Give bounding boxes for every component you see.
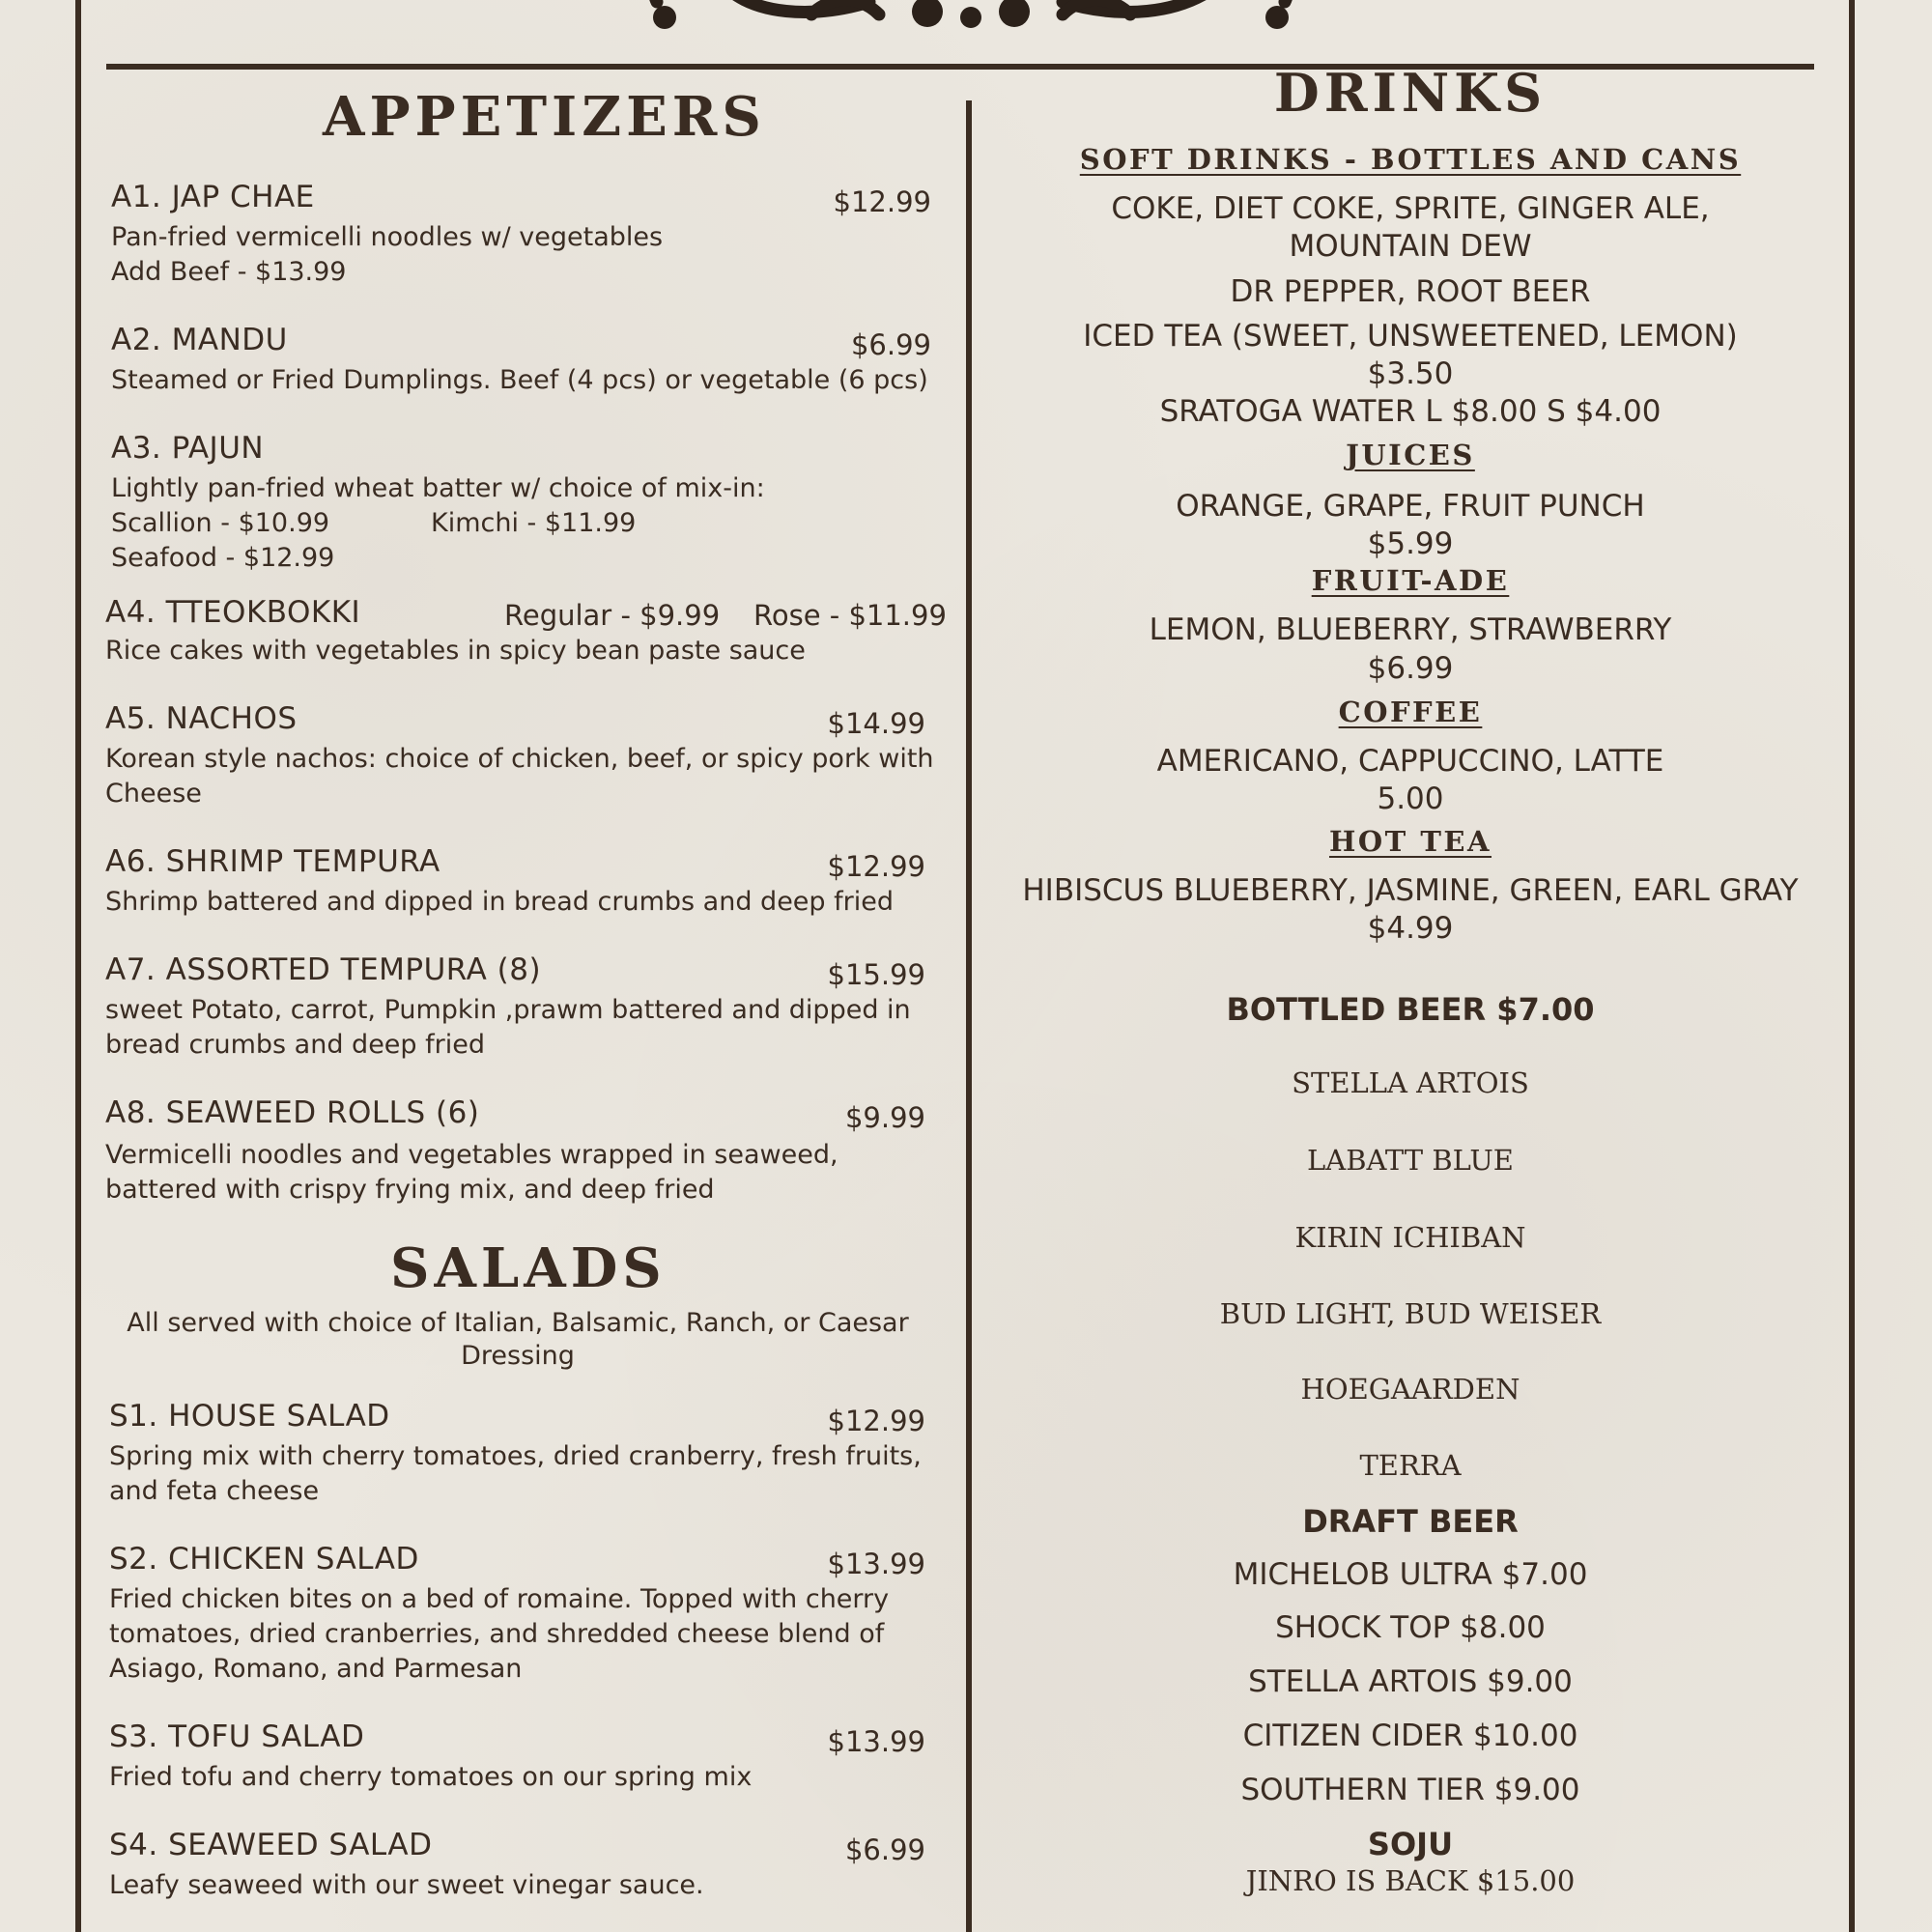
hot-tea-line-1: HIBISCUS BLUEBERRY, JASMINE, GREEN, EARL GRAY — [1022, 873, 1799, 908]
soft-drinks-water: SRATOGA WATER L $8.00 S $4.00 — [1159, 394, 1662, 429]
appetizer-a7-desc-2: bread crumbs and deep fried — [105, 1030, 485, 1060]
salad-s2-desc-2: tomatoes, dried cranberries, and shredded cheese blend of — [109, 1619, 885, 1649]
salads-heading: SALADS — [390, 1236, 667, 1300]
bottled-beer-item: STELLA ARTOIS — [1292, 1066, 1529, 1099]
appetizer-a8-name: A8. SEAWEED ROLLS (6) — [105, 1095, 480, 1130]
appetizer-a4-name: A4. TTEOKBOKKI — [105, 595, 361, 630]
salad-s4-price: $6.99 — [844, 1833, 925, 1866]
soft-drinks-line-4: ICED TEA (SWEET, UNSWEETENED, LEMON) — [1083, 319, 1738, 354]
salad-s2-desc-3: Asiago, Romano, and Parmesan — [109, 1654, 523, 1684]
appetizers-heading: APPETIZERS — [323, 85, 766, 149]
bottled-beer-item: LABATT BLUE — [1307, 1144, 1514, 1177]
appetizer-a5-desc-1: Korean style nachos: choice of chicken, beef, or spicy pork with — [105, 744, 934, 774]
draft-beer-heading: DRAFT BEER — [1302, 1503, 1519, 1540]
salads-subtitle-2: Dressing — [461, 1341, 575, 1371]
juices-heading: JUICES — [1346, 439, 1475, 471]
soju-item: JINRO IS BACK $15.00 — [1245, 1864, 1576, 1897]
appetizer-a2-price: $6.99 — [850, 328, 931, 361]
appetizer-a6-desc-1: Shrimp battered and dipped in bread crumbs and deep fried — [105, 887, 894, 917]
salad-s2-name: S2. CHICKEN SALAD — [109, 1542, 419, 1577]
appetizer-a5-price: $14.99 — [827, 707, 925, 740]
draft-beer-item: SHOCK TOP $8.00 — [1275, 1610, 1546, 1645]
frame-right-border — [1849, 0, 1855, 1932]
appetizer-a2-desc-1: Steamed or Fried Dumplings. Beef (4 pcs) or vegetable (6 pcs) — [111, 365, 928, 395]
fruitade-price: $6.99 — [1367, 651, 1454, 686]
juices-line-1: ORANGE, GRAPE, FRUIT PUNCH — [1176, 489, 1645, 524]
salad-s4-desc-1: Leafy seaweed with our sweet vinegar sauce. — [109, 1870, 704, 1900]
appetizer-a1-desc-2: Add Beef - $13.99 — [111, 257, 347, 287]
appetizer-a1-price: $12.99 — [833, 185, 931, 218]
draft-beer-item: SOUTHERN TIER $9.00 — [1240, 1773, 1580, 1807]
appetizer-a5-name: A5. NACHOS — [105, 701, 298, 736]
bottled-beer-item: KIRIN ICHIBAN — [1294, 1221, 1526, 1254]
appetizer-a4-price-regular: Regular - $9.99 — [504, 599, 721, 632]
hot-tea-heading: HOT TEA — [1328, 825, 1492, 858]
appetizer-a7-desc-1: sweet Potato, carrot, Pumpkin ,prawm battered and dipped in — [105, 995, 911, 1025]
coffee-line-1: AMERICANO, CAPPUCCINO, LATTE — [1156, 744, 1664, 779]
salad-s3-name: S3. TOFU SALAD — [109, 1719, 365, 1754]
coffee-price: 5.00 — [1377, 781, 1444, 816]
bottled-beer-item: HOEGAARDEN — [1300, 1373, 1520, 1406]
soft-drinks-heading: SOFT DRINKS - BOTTLES AND CANS — [1079, 143, 1742, 176]
appetizer-a2-name: A2. MANDU — [111, 323, 288, 357]
fruitade-heading: FRUIT-ADE — [1311, 564, 1510, 597]
appetizer-a6-price: $12.99 — [827, 850, 925, 883]
salad-s2-desc-1: Fried chicken bites on a bed of romaine. Topped with cherry — [109, 1584, 890, 1614]
appetizer-a1-name: A1. JAP CHAE — [111, 180, 315, 214]
bottled-beer-heading: BOTTLED BEER $7.00 — [1226, 991, 1595, 1028]
soft-drinks-line-2: MOUNTAIN DEW — [1289, 229, 1532, 264]
salad-s1-desc-1: Spring mix with cherry tomatoes, dried cranberry, fresh fruits, — [109, 1441, 922, 1471]
appetizer-a6-name: A6. SHRIMP TEMPURA — [105, 844, 440, 879]
appetizer-a5-desc-2: Cheese — [105, 779, 202, 809]
bottled-beer-item: BUD LIGHT, BUD WEISER — [1219, 1297, 1602, 1330]
fruitade-line-1: LEMON, BLUEBERRY, STRAWBERRY — [1149, 612, 1672, 647]
draft-beer-item: MICHELOB ULTRA $7.00 — [1233, 1557, 1588, 1592]
soft-drinks-price: $3.50 — [1367, 356, 1454, 391]
appetizer-a4-desc-1: Rice cakes with vegetables in spicy bean paste sauce — [105, 636, 806, 666]
appetizer-a7-name: A7. ASSORTED TEMPURA (8) — [105, 952, 542, 987]
appetizer-a3-option-scallion: Scallion - $10.99 — [111, 508, 330, 538]
juices-price: $5.99 — [1367, 526, 1454, 561]
bottled-beer-item: TERRA — [1359, 1449, 1462, 1482]
salad-s1-name: S1. HOUSE SALAD — [109, 1399, 390, 1434]
appetizer-a1-desc-1: Pan-fried vermicelli noodles w/ vegetables — [111, 222, 664, 252]
appetizer-a8-price: $9.99 — [844, 1101, 925, 1134]
drinks-heading: DRINKS — [1273, 62, 1548, 124]
salad-s3-desc-1: Fried tofu and cherry tomatoes on our spring mix — [109, 1762, 753, 1792]
scroll-ornament-icon — [638, 0, 1304, 34]
frame-left-border — [75, 0, 81, 1932]
salad-s1-desc-2: and feta cheese — [109, 1476, 320, 1506]
hot-tea-price: $4.99 — [1367, 911, 1454, 946]
appetizer-a8-desc-2: battered with crispy frying mix, and deep fried — [105, 1175, 715, 1205]
soft-drinks-line-1: COKE, DIET COKE, SPRITE, GINGER ALE, — [1111, 191, 1710, 226]
draft-beer-item: CITIZEN CIDER $10.00 — [1242, 1719, 1578, 1753]
salad-s1-price: $12.99 — [827, 1405, 925, 1437]
appetizer-a3-option-seafood: Seafood - $12.99 — [111, 543, 335, 573]
salad-s2-price: $13.99 — [827, 1548, 925, 1580]
appetizer-a8-desc-1: Vermicelli noodles and vegetables wrapped in seaweed, — [105, 1140, 838, 1170]
salad-s3-price: $13.99 — [827, 1725, 925, 1758]
appetizer-a3-option-kimchi: Kimchi - $11.99 — [431, 508, 637, 538]
soju-heading: SOJU — [1367, 1826, 1454, 1862]
appetizer-a3-name: A3. PAJUN — [111, 431, 265, 466]
appetizer-a7-price: $15.99 — [827, 958, 925, 991]
salads-subtitle-1: All served with choice of Italian, Balsamic, Ranch, or Caesar — [127, 1308, 909, 1338]
appetizer-a4-price-rose: Rose - $11.99 — [753, 599, 947, 632]
coffee-heading: COFFEE — [1338, 696, 1483, 728]
salad-s4-name: S4. SEAWEED SALAD — [109, 1828, 433, 1862]
soft-drinks-line-3: DR PEPPER, ROOT BEER — [1230, 274, 1591, 309]
draft-beer-item: STELLA ARTOIS $9.00 — [1248, 1664, 1573, 1699]
appetizer-a3-desc-1: Lightly pan-fried wheat batter w/ choice of mix-in: — [111, 473, 765, 503]
